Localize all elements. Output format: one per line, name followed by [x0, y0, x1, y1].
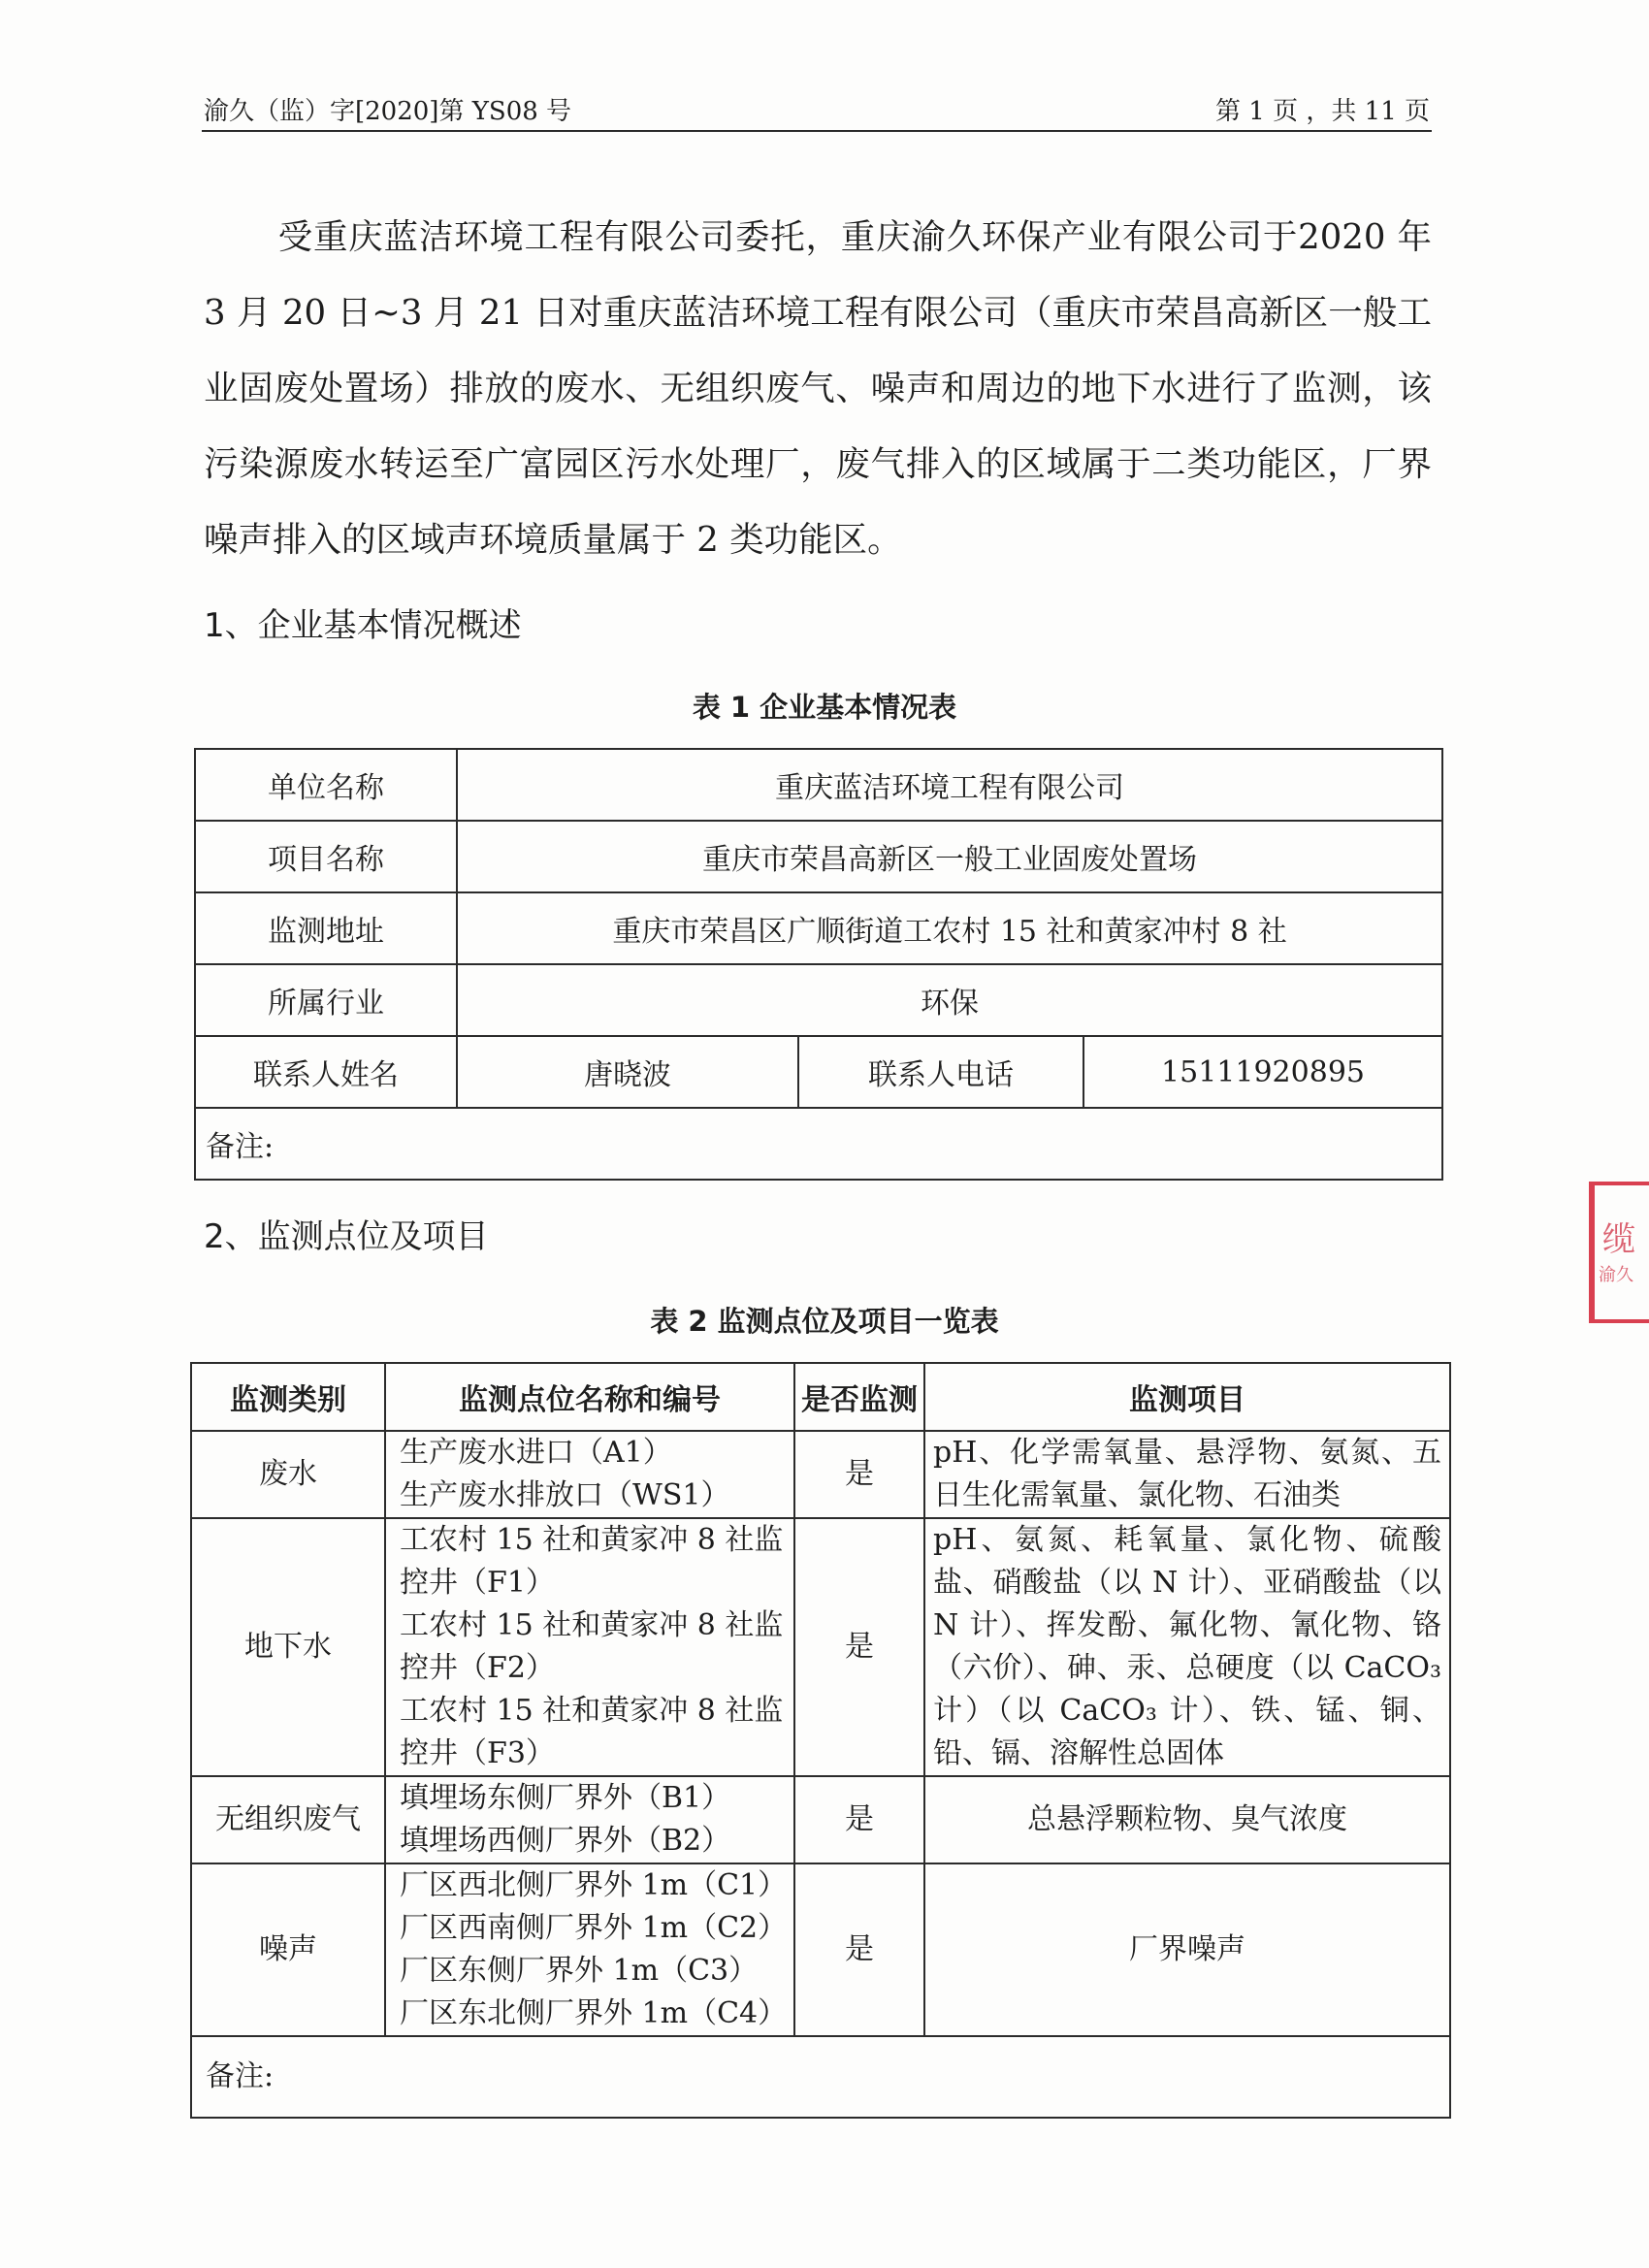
contact-phone: 15111920895: [1083, 1036, 1442, 1108]
table-row: [191, 1776, 1450, 1863]
items-cell: 厂界噪声: [924, 1863, 1450, 2036]
contact-name: 唐晓波: [457, 1036, 798, 1108]
monitored-cell: 是: [794, 1863, 924, 2036]
row-value: 重庆蓝洁环境工程有限公司: [457, 749, 1442, 821]
point-item: 厂区东北侧厂界外 1m（C4）: [400, 1996, 788, 2030]
row-label: 项目名称: [195, 821, 457, 892]
contact-phone-label: 联系人电话: [798, 1036, 1083, 1108]
category-cell: 无组织废气: [191, 1776, 385, 1863]
column-header: 监测点位名称和编号: [385, 1363, 794, 1431]
point-item: 工农村 15 社和黄家冲 8 社监控井（F3）: [400, 1694, 784, 1770]
point-item: 厂区西北侧厂界外 1m（C1）: [400, 1868, 788, 1902]
section-2-heading: 2、监测点位及项目: [204, 1217, 489, 1256]
row-label: 单位名称: [195, 749, 457, 821]
section-1-heading: 1、企业基本情况概述: [204, 606, 522, 645]
row-label: 监测地址: [195, 892, 457, 964]
row-label: 所属行业: [195, 964, 457, 1036]
point-item: 填埋场东侧厂界外（B1）: [400, 1781, 731, 1815]
header-rule: [202, 130, 1432, 132]
table-row: [195, 821, 1442, 892]
document-number: 渝久（监）字[2020]第 YS08 号: [204, 97, 572, 126]
points-cell: [385, 1863, 794, 2036]
enterprise-info-table: [194, 748, 1443, 1181]
point-item: 工农村 15 社和黄家冲 8 社监控井（F1）: [400, 1523, 784, 1600]
table-row: [195, 892, 1442, 964]
table-header-row: [191, 1363, 1450, 1431]
monitored-cell: 是: [794, 1431, 924, 1518]
point-item: 厂区西南侧厂界外 1m（C2）: [400, 1911, 788, 1945]
seal-stamp-char: 缆: [1602, 1220, 1635, 1259]
row-value: 重庆市荣昌区广顺街道工农村 15 社和黄家冲村 8 社: [457, 892, 1442, 964]
column-header: 监测类别: [191, 1363, 385, 1431]
contact-name-label: 联系人姓名: [195, 1036, 457, 1108]
point-item: 生产废水排放口（WS1）: [400, 1478, 730, 1512]
table-2-caption: 表 2 监测点位及项目一览表: [650, 1305, 999, 1338]
table-row: [195, 1036, 1442, 1108]
category-cell: 地下水: [191, 1518, 385, 1776]
monitoring-points-table: [190, 1362, 1451, 2119]
point-item: 生产废水进口（A1）: [400, 1436, 672, 1470]
point-item: 填埋场西侧厂界外（B2）: [400, 1824, 731, 1858]
table-row: [195, 749, 1442, 821]
table-row: [191, 1431, 1450, 1518]
column-header: 是否监测: [794, 1363, 924, 1431]
category-cell: 噪声: [191, 1863, 385, 2036]
row-value: 重庆市荣昌高新区一般工业固废处置场: [457, 821, 1442, 892]
table-row: [191, 1518, 1450, 1776]
row-value: 环保: [457, 964, 1442, 1036]
items-cell: pH、化学需氧量、悬浮物、氨氮、五日生化需氧量、氯化物、石油类: [924, 1431, 1450, 1518]
table-row: [195, 964, 1442, 1036]
points-cell: [385, 1518, 794, 1776]
table-row: [195, 1108, 1442, 1180]
table-row: [191, 1863, 1450, 2036]
table-1-caption: 表 1 企业基本情况表: [692, 691, 957, 724]
table-2-note: 备注:: [191, 2036, 1450, 2118]
seal-stamp-small: 渝久: [1599, 1265, 1633, 1285]
items-cell: 总悬浮颗粒物、臭气浓度: [924, 1776, 1450, 1863]
points-cell: [385, 1776, 794, 1863]
monitored-cell: 是: [794, 1776, 924, 1863]
table-row: [191, 2036, 1450, 2118]
items-cell: pH、氨氮、耗氧量、氯化物、硫酸盐、硝酸盐（以 N 计）、亚硝酸盐（以 N 计）、挥发酚、氟化物、氰化物、铬（六价）、砷、汞、总硬度（以 CaCO₃ 计）（以 CaCO₃ 计）、铁、锰、铜、铅、镉、溶解性总固体: [924, 1518, 1450, 1776]
intro-paragraph: [204, 200, 1432, 578]
point-item: 厂区东侧厂界外 1m（C3）: [400, 1954, 759, 1988]
monitored-cell: 是: [794, 1518, 924, 1776]
points-cell: [385, 1431, 794, 1518]
point-item: 工农村 15 社和黄家冲 8 社监控井（F2）: [400, 1608, 784, 1685]
page-info: 第 1 页 ，共 11 页: [1215, 97, 1430, 126]
column-header: 监测项目: [924, 1363, 1450, 1431]
table-1-note: 备注:: [195, 1108, 1442, 1180]
intro-text: 受重庆蓝洁环境工程有限公司委托，重庆渝久环保产业有限公司于2020 年 3 月 20 日~3 月 21 日对重庆蓝洁环境工程有限公司（重庆市荣昌高新区一般工业固废处置场）排放的废水、无组织废气、噪声和周边的地下水进行了监测，该污染源废水转运至广富园区污水处理厂，废气排入的区域属于二类功能区，厂界噪声排入的区域声环境质量属于 2 类功能区。: [204, 217, 1432, 560]
category-cell: 废水: [191, 1431, 385, 1518]
